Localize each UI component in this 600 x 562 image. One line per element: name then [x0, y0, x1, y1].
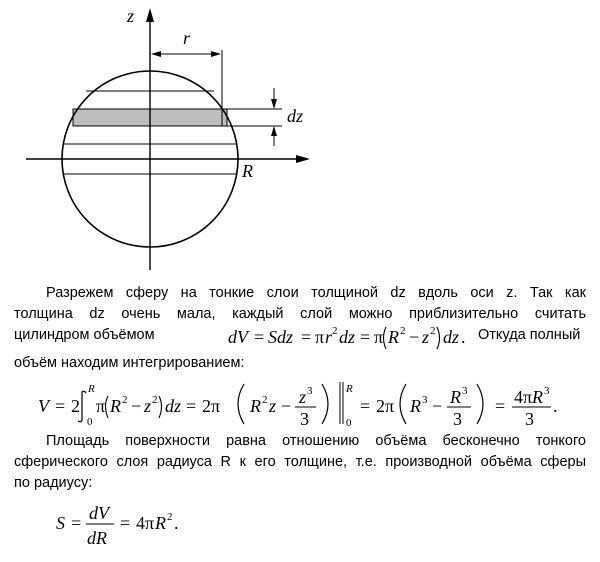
- svg-text:−: −: [409, 327, 420, 347]
- svg-text:π: π: [96, 396, 106, 416]
- paragraph-1-line-2: толщина dz очень мала, каждый слой можно приблизительно считать: [14, 306, 586, 322]
- svg-text:=: =: [186, 396, 197, 416]
- svg-text:dR: dR: [87, 528, 107, 548]
- svg-text:.: .: [461, 327, 466, 347]
- svg-text:V: V: [38, 396, 49, 416]
- svg-text:r: r: [325, 327, 333, 347]
- svg-text:S: S: [56, 513, 65, 533]
- r-axis-label: R: [242, 161, 253, 181]
- dz-arrow-top: [271, 99, 277, 109]
- paragraph-2-line-1: Площадь поверхности равна отношению объёма бесконечно тонкого: [46, 433, 586, 449]
- svg-text:π: π: [374, 327, 384, 347]
- svg-text:0: 0: [346, 417, 352, 429]
- r-dim-arrow-left: [151, 51, 161, 57]
- svg-text:R: R: [388, 327, 399, 347]
- svg-text:4π: 4π: [514, 387, 533, 407]
- svg-text:0: 0: [87, 416, 93, 428]
- svg-text:R: R: [450, 387, 461, 407]
- svg-text:2: 2: [122, 394, 128, 406]
- svg-text:dz: dz: [443, 327, 460, 347]
- svg-text:3: 3: [525, 409, 534, 429]
- svg-text:3: 3: [453, 409, 462, 429]
- svg-text:2π: 2π: [376, 396, 395, 416]
- svg-text:2: 2: [71, 396, 80, 416]
- svg-text:=: =: [360, 327, 371, 347]
- svg-text:R: R: [88, 383, 95, 395]
- z-axis-label: z: [127, 6, 135, 26]
- svg-text:R: R: [250, 396, 261, 416]
- svg-text:z: z: [299, 387, 307, 407]
- svg-text:dV: dV: [228, 327, 248, 347]
- svg-text:3: 3: [544, 385, 550, 397]
- svg-text:=: =: [301, 327, 312, 347]
- svg-text:2: 2: [262, 394, 268, 406]
- svg-text:2: 2: [400, 325, 406, 337]
- formula-dv: [228, 322, 464, 352]
- r-dim-arrow-right: [211, 51, 221, 57]
- svg-text:π: π: [315, 327, 325, 347]
- svg-text:−: −: [131, 396, 142, 416]
- svg-text:3: 3: [422, 394, 428, 406]
- z-axis-arrow: [146, 8, 154, 22]
- svg-text:2: 2: [430, 325, 436, 337]
- svg-text:3: 3: [462, 385, 468, 397]
- svg-text:3: 3: [300, 409, 309, 429]
- p1-line3-end: Откуда полный: [478, 327, 581, 343]
- svg-text:.: .: [174, 513, 179, 533]
- svg-text:R: R: [155, 513, 166, 533]
- svg-text:=: =: [254, 327, 265, 347]
- svg-text:z: z: [269, 396, 277, 416]
- paragraph-2-line-2: сферического слоя радиуса R к его толщине, т.е. производной объёма сферы: [14, 454, 586, 470]
- p1-line3-start: цилиндром объёмом: [14, 327, 155, 343]
- svg-text:dz: dz: [165, 396, 182, 416]
- r-axis-arrow: [296, 155, 310, 163]
- svg-text:R: R: [346, 383, 353, 395]
- thickness-label: dz: [287, 106, 304, 126]
- paragraph-2-line-3: по радиусу:: [14, 475, 93, 491]
- sphere-diagram: [0, 0, 600, 280]
- svg-text:3: 3: [307, 385, 313, 397]
- svg-text:=: =: [360, 396, 371, 416]
- svg-text:2: 2: [152, 394, 158, 406]
- svg-text:−: −: [432, 396, 443, 416]
- svg-text:dz: dz: [339, 327, 356, 347]
- svg-text:dV: dV: [89, 503, 109, 523]
- svg-text:z: z: [422, 327, 430, 347]
- svg-text:−: −: [281, 396, 292, 416]
- svg-text:z: z: [144, 396, 152, 416]
- svg-text:=: =: [71, 513, 82, 533]
- svg-text:=: =: [55, 396, 66, 416]
- svg-text:2π: 2π: [202, 396, 221, 416]
- svg-text:.: .: [553, 396, 558, 416]
- paragraph-1-line-4: объём находим интегрированием:: [14, 355, 245, 371]
- svg-text:4π: 4π: [136, 513, 155, 533]
- svg-text:R: R: [410, 396, 421, 416]
- svg-text:R: R: [532, 387, 543, 407]
- dz-arrow-bottom: [271, 126, 277, 136]
- radius-label: r: [183, 28, 191, 48]
- svg-text:=: =: [120, 513, 131, 533]
- paragraph-1-line-1: Разрежем сферу на тонкие слои толщиной dz вдоль оси z. Так как: [46, 285, 586, 301]
- svg-text:2: 2: [167, 511, 173, 523]
- svg-text:2: 2: [332, 325, 338, 337]
- formula-surface: [0, 494, 600, 554]
- formula-volume: [0, 378, 600, 428]
- svg-text:R: R: [110, 396, 121, 416]
- svg-text:Sdz: Sdz: [268, 327, 294, 347]
- svg-text:=: =: [495, 396, 506, 416]
